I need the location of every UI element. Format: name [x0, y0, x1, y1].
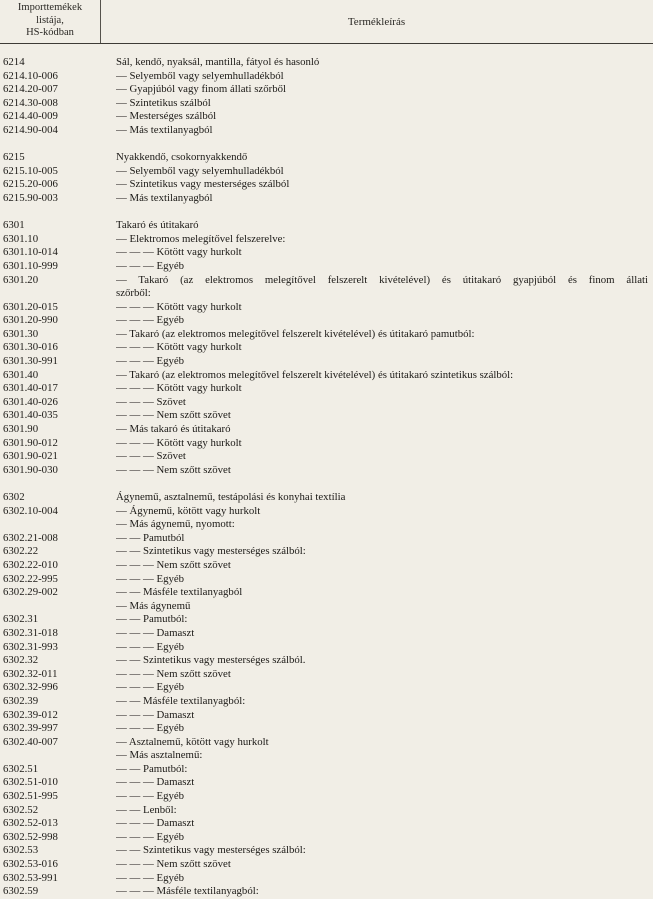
row-spacer — [0, 477, 653, 491]
product-description: — — — Egyéb — [116, 314, 185, 327]
product-description: — — Lenből: — [116, 803, 177, 816]
table-row — [0, 573, 653, 587]
hs-code: 6302.39-997 — [3, 722, 58, 735]
table-row — [0, 110, 653, 124]
hs-code: 6301 — [3, 219, 25, 232]
table-row — [0, 627, 653, 641]
product-description: — Takaró (az elektromos melegítővel felszerelt kivételével) és útitakaró gyapjúból és finom állati — [116, 273, 648, 286]
hs-code: 6301.30-991 — [3, 355, 58, 368]
table-row — [0, 369, 653, 383]
product-description: — — Szintetikus vagy mesterséges szálból. — [116, 654, 306, 667]
product-description: — — — Kötött vagy hurkolt — [116, 300, 242, 313]
hs-code: 6301.40-035 — [3, 409, 58, 422]
table-row — [0, 246, 653, 260]
table-row — [0, 151, 653, 165]
product-description: Sál, kendő, nyaksál, mantilla, fátyol és hasonló — [116, 56, 320, 68]
hs-code: 6302.52-998 — [3, 830, 58, 843]
product-description: — Más textilanyagból — [116, 123, 213, 136]
table-row — [0, 423, 653, 437]
table-row — [0, 355, 653, 369]
product-description: — — — Egyéb — [116, 722, 185, 735]
hs-code: 6301.90 — [3, 423, 39, 436]
table-row — [0, 844, 653, 858]
hs-code: 6215.20-006 — [3, 178, 58, 191]
product-description: — — — Szövet — [116, 450, 186, 463]
table-row — [0, 545, 653, 559]
product-description: — Asztalnemű, kötött vagy hurkolt — [116, 735, 269, 748]
table-row — [0, 641, 653, 655]
hs-code: 6302.32 — [3, 654, 39, 667]
table-row — [0, 287, 653, 301]
product-description: — — — Egyéb — [116, 640, 185, 653]
hs-code: 6301.30 — [3, 327, 39, 340]
table-row — [0, 681, 653, 695]
hs-code: 6214.40-009 — [3, 110, 58, 123]
table-row — [0, 736, 653, 750]
hs-code: 6301.30-016 — [3, 341, 58, 354]
product-description: — — — Nem szőtt szövet — [116, 858, 231, 871]
header-rule — [0, 43, 653, 44]
hs-code: 6301.90-030 — [3, 463, 58, 476]
header-col1-line2: listája, — [36, 14, 64, 26]
table-row — [0, 219, 653, 233]
hs-code: 6302.53-991 — [3, 871, 58, 884]
hs-code: 6301.10-014 — [3, 246, 58, 259]
hs-code: 6301.20 — [3, 273, 39, 286]
hs-code: 6302.31-018 — [3, 626, 58, 639]
table-row — [0, 464, 653, 478]
hs-code: 6302.52 — [3, 803, 39, 816]
product-description: — Szintetikus vagy mesterséges szálból — [116, 178, 290, 191]
product-description: — — Másféle textilanyagból: — [116, 694, 246, 707]
table-row — [0, 450, 653, 464]
product-description: — Gyapjúból vagy finom állati szőrből — [116, 83, 287, 96]
table-row — [0, 314, 653, 328]
product-description: — — — Nem szőtt szövet — [116, 409, 231, 422]
table-row — [0, 70, 653, 84]
hs-code: 6302.39 — [3, 694, 39, 707]
product-description: — — — Egyéb — [116, 790, 185, 803]
table-row — [0, 491, 653, 505]
product-description: — — — Egyéb — [116, 259, 185, 272]
table-row — [0, 804, 653, 818]
table-row — [0, 532, 653, 546]
hs-code: 6301.90-021 — [3, 450, 58, 463]
hs-code: 6302.32-996 — [3, 681, 58, 694]
hs-code: 6301.10-999 — [3, 259, 58, 272]
table-row — [0, 872, 653, 886]
hs-code: 6215.90-003 — [3, 191, 58, 204]
table-row — [0, 165, 653, 179]
product-description: — Szintetikus szálból — [116, 96, 211, 109]
hs-code: 6301.40 — [3, 368, 39, 381]
product-description: — Mesterséges szálból — [116, 110, 217, 123]
table-row — [0, 437, 653, 451]
table-header — [0, 0, 653, 43]
hs-code: 6301.40-017 — [3, 382, 58, 395]
product-description: — — — Damaszt — [116, 708, 195, 721]
product-description: — Más ágynemű, nyomott: — [116, 518, 235, 531]
product-description: Takaró és útitakaró — [116, 219, 199, 232]
hs-code: 6214 — [3, 56, 25, 68]
hs-code: 6302.32-011 — [3, 667, 58, 680]
product-description: — — — Egyéb — [116, 681, 185, 694]
table-row — [0, 668, 653, 682]
table-row — [0, 763, 653, 777]
product-description: — — — Szövet — [116, 395, 186, 408]
hs-code: 6302.51-010 — [3, 776, 58, 789]
hs-code: 6301.20-015 — [3, 300, 58, 313]
product-description: — — — Kötött vagy hurkolt — [116, 436, 242, 449]
product-description: — Takaró (az elektromos melegítővel felszerelt kivételével) és útitakaró szintetikus szálból: — [116, 368, 514, 381]
product-description: — — — Egyéb — [116, 871, 185, 884]
hs-code: 6302.40-007 — [3, 735, 58, 748]
row-spacer — [0, 206, 653, 220]
hs-code: 6302.39-012 — [3, 708, 58, 721]
product-description: — — — Nem szőtt szövet — [116, 667, 231, 680]
hs-code: 6302.31 — [3, 613, 39, 626]
product-description: — Más asztalnemű: — [116, 749, 203, 762]
hs-code: 6301.90-012 — [3, 436, 58, 449]
table-row — [0, 382, 653, 396]
header-col1-line1: Importtemékek — [17, 2, 83, 13]
product-description: — — Szintetikus vagy mesterséges szálból: — [116, 545, 306, 558]
hs-code: 6214.30-008 — [3, 96, 58, 109]
product-description: — — — Nem szőtt szövet — [116, 463, 231, 476]
header-col1-line3: HS-kódban — [26, 27, 74, 38]
table-row — [0, 56, 653, 70]
hs-code: 6302.59 — [3, 885, 39, 898]
table-row — [0, 83, 653, 97]
hs-code: 6215 — [3, 151, 25, 164]
table-row — [0, 301, 653, 315]
product-description: — — — Damaszt — [116, 776, 195, 789]
table-body — [0, 56, 653, 899]
product-description: — — — Egyéb — [116, 830, 185, 843]
table-row — [0, 613, 653, 627]
hs-code: 6302.21-008 — [3, 531, 58, 544]
table-row — [0, 274, 653, 288]
table-row — [0, 505, 653, 519]
hs-code: 6302.53 — [3, 844, 39, 857]
table-row — [0, 586, 653, 600]
product-description: — Takaró (az elektromos melegítővel felszerelt kivételével) és útitakaró pamutból: — [116, 327, 475, 340]
product-description: — — — Egyéb — [116, 572, 185, 585]
table-row — [0, 328, 653, 342]
hs-code: 6302.29-002 — [3, 586, 58, 599]
hs-code: 6301.20-990 — [3, 314, 58, 327]
header-description-column: Termékleírás — [347, 16, 406, 28]
product-description: — — — Kötött vagy hurkolt — [116, 341, 242, 354]
hs-code: 6302.51 — [3, 762, 39, 775]
hs-code: 6302.22-995 — [3, 572, 58, 585]
table-row — [0, 559, 653, 573]
table-row — [0, 97, 653, 111]
hs-code: 6302 — [3, 491, 25, 503]
table-row — [0, 654, 653, 668]
product-description: — Más takaró és útitakaró — [116, 423, 231, 436]
product-description: — Más ágynemű — [116, 599, 191, 612]
product-description: — — — Kötött vagy hurkolt — [116, 246, 242, 259]
table-row — [0, 831, 653, 845]
hs-code: 6302.51-995 — [3, 790, 58, 803]
product-description: — Elektromos melegítővel felszerelve: — [116, 232, 286, 245]
hs-code: 6214.20-007 — [3, 83, 58, 96]
table-row — [0, 600, 653, 614]
table-row — [0, 722, 653, 736]
table-row — [0, 817, 653, 831]
product-description: — — — Egyéb — [116, 355, 185, 368]
hs-code: 6302.22 — [3, 545, 39, 558]
hs-code: 6214.90-004 — [3, 123, 58, 136]
product-description: — — Szintetikus vagy mesterséges szálból: — [116, 844, 306, 857]
product-description: — — — Damaszt — [116, 817, 195, 830]
table-row — [0, 341, 653, 355]
product-description: — — Másféle textilanyagból — [116, 586, 243, 599]
table-row — [0, 178, 653, 192]
hs-code: 6214.10-006 — [3, 69, 58, 82]
table-row — [0, 396, 653, 410]
product-description: — — Pamutból: — [116, 762, 188, 775]
header-hs-code-column — [0, 2, 100, 40]
product-description: — Selyemből vagy selyemhulladékból — [116, 69, 284, 82]
product-description: Ágynemű, asztalnemű, testápolási és konyhai textília — [116, 491, 346, 503]
hs-code: 6302.53-016 — [3, 858, 58, 871]
table-row — [0, 518, 653, 532]
hs-code: 6302.10-004 — [3, 504, 58, 517]
product-description: szőrből: — [116, 287, 151, 300]
table-row — [0, 776, 653, 790]
hs-code: 6302.22-010 — [3, 558, 58, 571]
product-description: — — — Kötött vagy hurkolt — [116, 382, 242, 395]
product-description: — Ágynemű, kötött vagy hurkolt — [116, 504, 261, 517]
hs-code: 6215.10-005 — [3, 164, 58, 177]
product-description: — — Pamutból — [116, 531, 185, 544]
row-spacer — [0, 138, 653, 152]
table-row — [0, 409, 653, 423]
product-description: — Selyemből vagy selyemhulladékból — [116, 164, 284, 177]
table-row — [0, 124, 653, 138]
table-row — [0, 790, 653, 804]
product-description: — — Pamutból: — [116, 613, 188, 626]
table-row — [0, 749, 653, 763]
table-row — [0, 709, 653, 723]
product-description: — — — Másféle textilanyagból: — [116, 885, 259, 898]
table-row — [0, 858, 653, 872]
product-description: Nyakkendő, csokornyakkendő — [116, 151, 248, 164]
table-row — [0, 260, 653, 274]
hs-code: 6302.31-993 — [3, 640, 58, 653]
hs-code: 6301.40-026 — [3, 395, 58, 408]
product-description: — — — Nem szőtt szövet — [116, 558, 231, 571]
table-row — [0, 233, 653, 247]
hs-code: 6302.52-013 — [3, 817, 58, 830]
table-row — [0, 695, 653, 709]
product-description: — Más textilanyagból — [116, 191, 213, 204]
hs-code: 6301.10 — [3, 232, 39, 245]
product-description: — — — Damaszt — [116, 626, 195, 639]
table-row — [0, 192, 653, 206]
